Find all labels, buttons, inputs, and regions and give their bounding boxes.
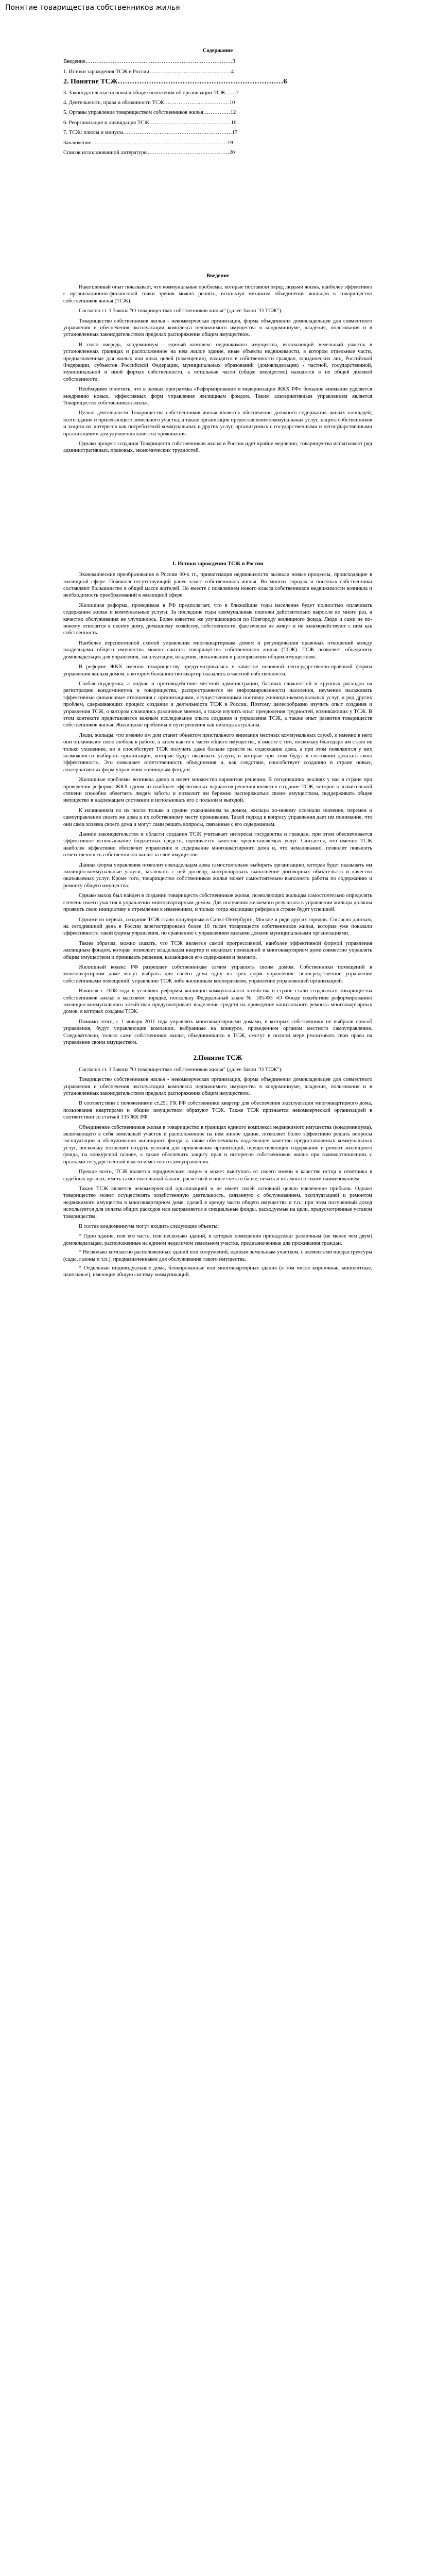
page-title: Понятие товарищества собственников жилья xyxy=(5,4,180,12)
toc-title: Содержание xyxy=(202,48,233,54)
section-1-paragraph: Данное законодательство в области создания ТСЖ учитывает интересы государства и граждан, при этом обеспечивается эффективное использование бюджетных средств, оценивается качество предоставляемых услуг. Считается, что именно ТСЖ наиболее эффективно обеспечит управление и содержание многоквартирного дома и, что немаловажно, позволит повысить ответственность собственников жилья за свое имущество. xyxy=(63,832,372,858)
section-1-paragraph: К начинаниям по их после только и средне ухаживанием за домом, жильцы по-новому осознали значение, перемен и самоуправления своего же дома к их собственному месту проживания. Такой подход к вопросу управления дает им понимание, что они сами хозяева своего дома и могут сами решать вопросы, связанные с его содержанием. xyxy=(63,807,372,827)
table-of-contents xyxy=(63,58,372,156)
section-1-paragraph: Однако выход был найден в создании товариществ собственников жилья, позволяющих жильцам самостоятельно определять степень своего участия в управлении многоквартирным домом. Для получения желаемого результата в управлении жильцы должны проявить свою инициативу и стремление к изменениям, и только тогда жилищная реформа в стране будет успешной. xyxy=(63,893,372,913)
section-1-paragraph: Жилищная реформа, проводимая в РФ предполагает, что в ближайшие годы население будет полностью оплачивать содержание жилья и коммунальные услуги. За последние годы коммунальные платежи действительно выросли во много раз, а качество обслуживания не улучшилось. Более известно же улучшающихся по Новгороду жилищного фонда. Люди и сами не по-новому относятся к своему дому, домашнему хозяйству, собственности, фактически не живут и не взаимодействуют с ним как собственность. xyxy=(63,602,372,636)
section-1-paragraph: Данная форма управления позволит совладельцам дома самостоятельно выбирать организацию, которая будет оказывать им жилищно-коммунальные услуги, заключать с ней договор, контролировать выполнение договорных обязательств и качество оказываемых услуг. Кроме того, товарищество собственников жилья может самостоятельно выполнять работы по содержанию и ремонту общего имущества. xyxy=(63,862,372,889)
toc-item: 1. Истоки зарождения ТСЖ в России………………………………………4 xyxy=(63,69,234,75)
toc-item: 7. ТСЖ: плюсы и минусы……………………………………………………17 xyxy=(63,130,238,136)
intro-paragraph: Согласно ст. 1 Закона "О товариществах собственников жилья" (далее Закон "О ТСЖ"): xyxy=(79,308,283,314)
toc-item: Заключение…………………………………………………………………19 xyxy=(63,140,233,146)
intro-paragraph: Товарищество собственников жилья - некоммерческая организация, форма объединения домовладельцев для совместного управления и обеспечения эксплуатации комплекса недвижимого имущества в кондоминиуме, владения, пользования и в установленных законодательством пределах распоряжения общим имуществом. xyxy=(63,318,372,338)
section-2-paragraph: Объединение собственников жилья в товарищество в границах единого комплекса недвижимого имущества (кондоминиума), включающего в себя земельный участок и расположенное на нем жилое здание, позволяет более эффективно решать вопросы эксплуатации и обслуживания жилищного фонда, а также обеспечивать надлежащее качество предоставляемых коммунальных услуг, поскольку позволяет создать условия для привлечения организаций, осуществляющих содержание и ремонт жилищного фонда, на конкурсной основе, а также обеспечить защиту прав и интересов собственников жилья при взаимоотношениях с органами государственной власти и местного самоуправления. xyxy=(63,1124,372,1165)
section-1-paragraph: Таким образом, можно сказать, что ТСЖ является самой прогрессивной, наиболее эффективной формой управления жилищным фондом, которая позволяет владельцам квартир и нежилых помещений в многоквартирном доме совместно управлять общим имуществом и принимать решения, касающиеся его содержания и ремонта. xyxy=(63,940,372,960)
intro-paragraph: Целью деятельности Товарищества собственников жилья является обеспечение должного содержания жилых площадей, всего здания и прилегающего земельного участка, а также организация предоставления коммунальных услуг, защита собственников и защита их интересов как потребителей коммунальных и других услуг, организуемых с государственными и негосударственными организациями для улучшения качества проживания. xyxy=(63,410,372,437)
intro-paragraph: Однако процесс создания Товариществ собственников жилья в России идет крайне медленно, товарищества испытывают ряд административных, правовых, экономических трудностей. xyxy=(63,441,372,454)
list-item: * Одно здание, или его часть, или несколько зданий, в которых помещения принадлежат различным (не менее чем двум) домовладельцам, расположенные на едином неделимом земельном участке, предназначенные для проживания граждан. xyxy=(63,1233,372,1246)
section-2-paragraph: В состав кондоминиума могут входить следующие объекты: xyxy=(79,1223,219,1229)
section-1-paragraph: Жилищные проблемы возникла давно и имеет множество вариантов решения. В сегодняшних реалиях у нас в стране при проведении реформы ЖКХ одним из наиболее эффективных вариантов решения является создание ТСЖ, которое в значительной степени способно облегчить людям заботы и позволит им бережно распоряжаться своим имуществом, поддерживать общее имущество в надлежащем состоянии и использовать его с пользой и выгодой. xyxy=(63,777,372,804)
toc-item: 6. Реорганизация и ликвидация ТСЖ………………………………………16 xyxy=(63,120,237,126)
section-1-paragraph: Экономические преобразования в России 90-х гг., приватизация недвижимости вызвали новые процессы, происходящие в жилищной сфере. Появился отсутствующий ранее класс собственников жилья. Во многих городах и поселках собственники составляют большинство в общей массе жителей. Но вместе с появлением нового класса собственников недвижимости возникла и необходимость преобразований в жилищной сфере. xyxy=(63,572,372,599)
toc-item: 2. Понятие ТСЖ……………………………………………………………6 xyxy=(63,78,287,86)
section-1-heading: 1. Истоки зарождения ТСЖ в России xyxy=(172,561,264,567)
section-1-paragraph: Наиболее перспективной схемой управления многоквартирным домом и регулирования правовых отношений между владельцами общего имущества можно считать товарищества собственников жилья (ТСЖ). ТСЖ позволяет объединить домовладельцев для управления, эксплуатации, владения, пользования и распоряжения общим имуществом. xyxy=(63,640,372,660)
section-1-paragraph: Помимо этого, с 1 января 2011 года управлять многоквартирными домами, в которых собственники не выбрали способ управления, будут управляющие компании, выбранные на конкурсе, проведенном органом местного самоуправления. Следовательно, только сами собственники жилья, объединившись в ТСЖ, смогут в полной мере реализовать свои права на управление своим имуществом. xyxy=(63,1019,372,1045)
section-2-paragraph: Прежде всего, ТСЖ является юридическим лицом и может выступать от своего имени в качестве истца и ответчика в судебных органах, иметь самостоятельный баланс, расчетный и иные счета в банке, печать и штампы со своим наименованием. xyxy=(63,1169,372,1182)
section-1-paragraph: Одними из первых, создание ТСЖ стало популярным в Санкт-Петербурге, Москве и ряде других городов. Согласно данным, на сегодняшний день в России зарегистрировано более 10 тысяч товариществ собственников жилья, которые уже показали эффективность такой формы управления, по сравнению с управлением жилыми домами муниципальными организациями. xyxy=(63,917,372,937)
toc-item: 5. Органы управления товариществом собственников жилья……………12 xyxy=(63,110,236,116)
section-1-paragraph: Люди, жильцы, что именно им дом станет объектом пристального внимания местных коммунальных служб, и именно в него они оплачивают свою любовь к работе, а затем как-то к части общего имущества, и вместе с тем, поскольку благодаря им стало не только ухоженнее, но и способствует ТСЖ получать даже больше средств на содержание дома, а при этом появляются у них возможности выбирать организации, которые будут оказывать услуги, и которые при этом будут в состоянии доказать свою эффективность. Это повышает ответственность объединения и, как следствие, способствует созданию в стране новых, альтернативных форм управления жилищным фондом. xyxy=(63,732,372,773)
intro-paragraph: Необходимо отметить, что в рамках программы «Реформирования и модернизации ЖКХ РФ» большое внимание уделяется внедрению новых, эффективных форм управления жилищным фондом. Таким альтернативным управлением является Товарищество собственников жилья. xyxy=(63,386,372,406)
toc-item: Введение………………………………………………………………………3 xyxy=(63,59,236,65)
section-1-paragraph: Слабая поддержка, а подчас и противодействие местной администрации, базовых сложностей и крупных расходов на регистрацию кондоминиума и товарищества, распространяется не информированности населения, неумение налаживать эффективные финансовые отношения с организациями, осуществляющими поставку жилищно-коммунальных услуг, и ряд других проблем, сдерживающих процесс создания и деятельности ТСЖ в России. Поэтому целесообразно изучить опыт создания и управления ТСЖ, о котором сложились различные мнения, а также изучить опыт преодоления трудностей, возникающих у ТСЖ. В этом контексте представляется важным исследование опыта создания и управления ТСЖ, а также опыт развития товариществ собственников жилья. Жилищные проблемы и пути решения как никогда актуальны. xyxy=(63,681,372,728)
intro-paragraph: Накопленный опыт показывает, что коммунальные проблемы, которые поставили перед людьми жизнь, наиболее эффективно с организационно-финансовой точки зрения можно решить, используя механизм объединения жильцов в товарищество собственников жилья (ТСЖ). xyxy=(63,284,372,304)
section-2-paragraph: Согласно ст. 1 Закона "О товариществах собственников жилья" (далее Закон "О ТСЖ"): xyxy=(79,1066,283,1073)
intro-heading: Введение xyxy=(206,273,230,279)
section-1-paragraph: В реформе ЖКХ именно товариществу предусматривалась в качестве основной негосударственно-правовой формы управления жилым домом, в котором большинство квартир оказались в частной собственности. xyxy=(63,664,372,677)
section-2-heading: 2.Понятие ТСЖ xyxy=(193,1054,242,1062)
toc-item: 4. Деятельность, права и обязанности ТСЖ………………………………10 xyxy=(63,100,235,106)
toc-item: Список использованной литературы………………………………………20 xyxy=(63,150,235,156)
toc-item: 3. Законодательные основы и общие положения об организации ТСЖ……7 xyxy=(63,90,239,96)
section-2-paragraph: Товарищество собственников жилья - некоммерческая организация, форма объединения домовладельцев для совместного управления и обеспечения эксплуатации комплекса недвижимого имущества в кондоминиуме, владения, пользования и в установленных законодательством пределах распоряжения общим имуществом. xyxy=(63,1077,372,1097)
section-1-paragraph: Жилищный кодекс РФ разрешает собственникам самим управлять своим домом. Собственники помещений в многоквартирном доме могут выбрать для своего дома одну из трех форм управления: непосредственное управление собственниками помещений, управление ТСЖ либо жилищным кооперативом, управление управляющей организацией. xyxy=(63,964,372,984)
document-body xyxy=(63,47,372,1279)
kondominium-objects-list xyxy=(63,1233,372,1278)
list-item: * Отдельные индивидуальные дома, блокированные или многоквартирные здания (в том числе кирпичные, монолитные, панельные), имеющие общую систему коммуникаций. xyxy=(63,1265,372,1278)
section-2-paragraph: В соответствии с положениями ст.291 ГК РФ собственники квартир для обеспечения эксплуатации многоквартирного дома, пользования квартирами и общим имуществом образуют ТСЖ. Также ТСЖ признается некоммерческой организацией в соответствии со статьей 135 ЖК РФ. xyxy=(63,1100,372,1121)
section-1-paragraph: Начиная с 2008 года в условиях реформы жилищно-коммунального хозяйства в стране стали создаваться товарищества собственников жилья в массовом порядке, поскольку Федеральный закон № 185-ФЗ «О Фонде содействия реформированию жилищно-коммунального хозяйства» предусматривает выделение средств на проведение капитального ремонта многоквартирных домов, в которых созданы ТСЖ. xyxy=(63,988,372,1015)
intro-paragraph: В свою очередь, кондоминиум - единый комплекс недвижимого имущества, включающий земельный участок в установленных границах и расположенное на нем жилое здание, иные объекты недвижимости, в котором отдельные части, предназначенные для жилых или иных целей (помещения), находятся в собственности граждан, юридических лиц, Российской Федерации, субъектов Российской Федерации, муниципальных образований (домовладельцев) - частной, государственной, муниципальной и иной формах собственности, а остальные части (общее имущество) находятся в их общей долевой собственности. xyxy=(63,342,372,382)
list-item: * Несколько компактно расположенных зданий или сооружений, единым земельным участком, с элементами инфраструктуры (сады, газоны и т.п.), предназначенными для обслуживания такого имущества. xyxy=(63,1249,372,1262)
section-2-paragraph: Также ТСЖ является некоммерческой организацией и не имеет своей основной целью извлечение прибыли. Однако товарищество может осуществлять хозяйственную деятельность, связанную с обслуживанием, эксплуатацией и ремонтом недвижимого имущества в многоквартирном доме, сдачей в аренду части общего имущества и т.п.; при этом полученный доход используется для оплаты общих расходов или направляется в специальные фонды, расходуемые на цели, предусмотренные уставом товарищества. xyxy=(63,1185,372,1219)
